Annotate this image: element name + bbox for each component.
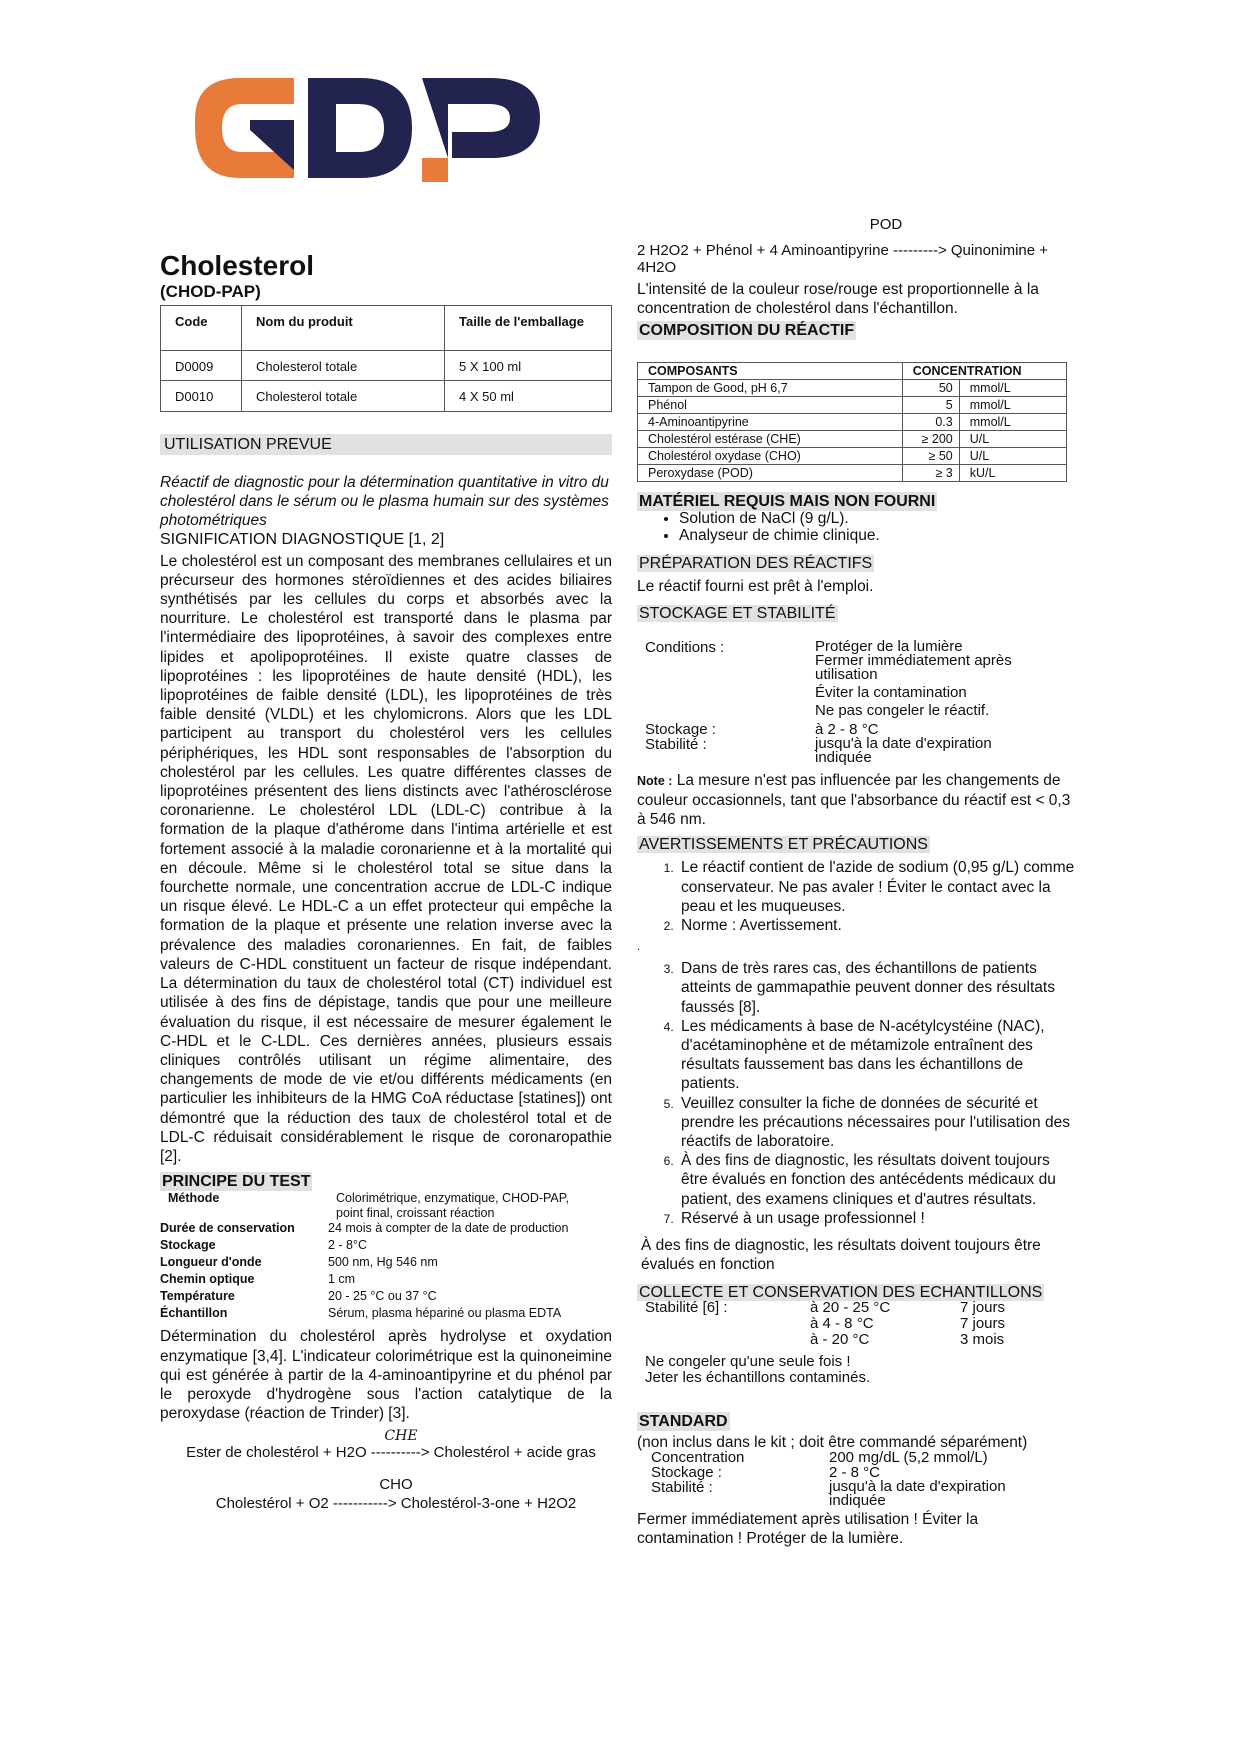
equation-3: 2 H2O2 + Phénol + 4 Aminoantipyrine ---------> Quinonimine + 4H2O xyxy=(637,242,1049,277)
stray-dot: . xyxy=(637,941,641,954)
collection-label: Stabilité [6] : xyxy=(645,1298,728,1316)
component-unit: mmol/L xyxy=(959,413,1066,430)
collection-note: Jeter les échantillons contaminés. xyxy=(645,1368,871,1386)
significance-heading: SIGNIFICATION DIAGNOSTIQUE [1, 2] xyxy=(160,531,445,549)
warnings-heading: AVERTISSEMENTS ET PRÉCAUTIONS xyxy=(639,836,928,854)
equation-1 xyxy=(160,1429,612,1462)
stockage-value: à 2 - 8 °C xyxy=(815,720,879,738)
collection-heading: COLLECTE ET CONSERVATION DES ECHANTILLONS xyxy=(639,1283,1043,1301)
table-row xyxy=(638,447,1067,464)
temperature-key: Température xyxy=(160,1289,235,1304)
component-name: Cholestérol estérase (CHE) xyxy=(638,430,903,447)
storage-table xyxy=(637,637,1075,766)
list-item: 1. Le réactif contient de l'azide de sodium (0,95 g/L) comme conservateur. Ne pas avaler ! Éviter le contact avec la peau et les muqueuses. xyxy=(677,858,1075,916)
component-name: 4-Aminoantipyrine xyxy=(638,413,903,430)
standard-value: 200 mg/dL (5,2 mmol/L) xyxy=(829,1449,988,1467)
collection-table xyxy=(637,1300,1075,1386)
component-name: Cholestérol oxydase (CHO) xyxy=(638,447,903,464)
condition-item: Éviter la contamination xyxy=(815,683,967,701)
list-item: • Solution de NaCl (9 g/L). xyxy=(679,511,1075,528)
usage-text: Réactif de diagnostic pour la détermination quantitative in vitro du cholestérol dans le sérum ou le plasma humain sur des systèmes photométriques xyxy=(160,473,609,530)
component-unit: mmol/L xyxy=(959,396,1066,413)
equation-note: L'intensité de la couleur rose/rouge est proportionnelle à la concentration de cholestérol dans l'échantillon. xyxy=(637,281,1039,318)
enzyme-cho: CHO xyxy=(379,1475,413,1493)
temperature-value: 20 - 25 °C ou 37 °C xyxy=(328,1289,437,1304)
enzyme-che: CHE xyxy=(384,1428,418,1445)
product-title: Cholesterol xyxy=(160,250,315,281)
component-unit: mmol/L xyxy=(959,379,1066,396)
warnings-footer: À des fins de diagnostic, les résultats doivent toujours être évalués en fonction xyxy=(641,1237,1041,1274)
stockage-label: Stockage : xyxy=(645,720,716,738)
storage-heading: STOCKAGE ET STABILITÉ xyxy=(639,605,836,623)
table-row xyxy=(161,381,612,411)
col-name: Nom du produit xyxy=(242,306,445,351)
standard-key: Stockage : xyxy=(651,1464,722,1482)
standard-key: Concentration xyxy=(651,1449,745,1467)
preparation-heading: PRÉPARATION DES RÉACTIFS xyxy=(639,555,873,573)
wavelength-value: 500 nm, Hg 546 nm xyxy=(328,1255,438,1270)
list-item: 7. Réservé à un usage professionnel ! xyxy=(677,1209,1075,1228)
component-value: 50 xyxy=(902,379,959,396)
component-value: 0.3 xyxy=(902,413,959,430)
product-code: D0009 xyxy=(161,351,242,381)
principle-section xyxy=(160,1172,612,1191)
product-code: D0010 xyxy=(161,381,242,411)
optical-path-value: 1 cm xyxy=(328,1272,356,1287)
shelf-life-key: Durée de conservation xyxy=(160,1221,295,1236)
table-row xyxy=(638,430,1067,447)
component-unit: U/L xyxy=(959,430,1066,447)
method-value: Colorimétrique, enzymatique, CHOD-PAP, point final, croissant réaction xyxy=(336,1191,569,1221)
materials-list xyxy=(637,511,1075,544)
condition-item: Fermer immédiatement après utilisation xyxy=(815,651,1012,683)
conditions-label: Conditions : xyxy=(645,638,725,656)
stabilite-label: Stabilité : xyxy=(645,735,707,753)
collection-note: Ne congeler qu'une seule fois ! xyxy=(645,1352,851,1370)
standard-key: Stabilité : xyxy=(651,1479,713,1497)
table-row xyxy=(638,464,1067,481)
method-table xyxy=(160,1191,612,1321)
component-value: ≥ 200 xyxy=(902,430,959,447)
list-item: 5. Veuillez consulter la fiche de données de sécurité et prendre les précautions nécessaires pour l'utilisation des réactifs de laboratoire. xyxy=(677,1094,1075,1152)
component-unit: U/L xyxy=(959,447,1066,464)
standard-intro: (non inclus dans le kit ; doit être commandé séparément) xyxy=(637,1433,1028,1451)
table-row xyxy=(638,396,1067,413)
standard-footer: Fermer immédiatement après utilisation ! Éviter la contamination ! Protéger de la lumière. xyxy=(637,1511,979,1548)
standard-table xyxy=(637,1450,1075,1508)
standard-value: jusqu'à la date d'expiration indiquée xyxy=(829,1478,1006,1510)
composition-table xyxy=(637,362,1067,482)
list-item: 4. Les médicaments à base de N-acétylcystéine (NAC), d'acétaminophène et de métamizole entraînent des résultats faussement bas dans les échantillons de patients. xyxy=(677,1017,1075,1094)
table-row xyxy=(638,379,1067,396)
component-name: Tampon de Good, pH 6,7 xyxy=(638,379,903,396)
condition-item: Ne pas congeler le réactif. xyxy=(815,701,990,719)
component-value: ≥ 50 xyxy=(902,447,959,464)
table-row xyxy=(638,413,1067,430)
col-size: Taille de l'emballage xyxy=(445,306,612,351)
principle-heading: PRINCIPE DU TEST xyxy=(162,1173,311,1191)
product-name: Cholesterol totale xyxy=(242,351,445,381)
right-column xyxy=(637,215,1075,1549)
optical-path-key: Chemin optique xyxy=(160,1272,255,1287)
collection-temp: à - 20 °C xyxy=(810,1330,870,1348)
principle-text: Détermination du cholestérol après hydrolyse et oxydation enzymatique [3,4]. L'indicateur colorimétrique est la quinoneimine qui est générée à partir de la 4-aminoantipyrine et du phénol par le peroxyde d'hydrogène sous l'action catalytique de la peroxydase (réaction de Trinder) [3]. xyxy=(160,1328,612,1423)
standard-heading: STANDARD xyxy=(639,1412,728,1430)
component-unit: kU/L xyxy=(959,464,1066,481)
warnings-list xyxy=(637,858,1075,935)
table-row xyxy=(161,351,612,381)
component-name: Phénol xyxy=(638,396,903,413)
storage-key: Stockage xyxy=(160,1238,216,1253)
equation-1-text: Ester de cholestérol + H2O ----------> Cholestérol + acide gras xyxy=(186,1444,596,1462)
standard-value: 2 - 8 °C xyxy=(829,1464,881,1482)
equation-2 xyxy=(160,1475,612,1513)
product-size: 5 X 100 ml xyxy=(445,351,612,381)
collection-duration: 3 mois xyxy=(960,1330,1005,1348)
component-name: Peroxydase (POD) xyxy=(638,464,903,481)
note-label: Note : xyxy=(637,773,673,788)
product-table-header xyxy=(161,306,612,351)
list-item: • Analyseur de chimie clinique. xyxy=(679,528,1075,545)
preparation-text: Le réactif fourni est prêt à l'emploi. xyxy=(637,578,874,596)
gdp-logo xyxy=(190,70,550,188)
collection-temp: à 4 - 8 °C xyxy=(810,1314,874,1332)
shelf-life-value: 24 mois à compter de la date de production xyxy=(328,1221,569,1236)
materials-heading: MATÉRIEL REQUIS MAIS NON FOURNI xyxy=(639,492,936,510)
enzyme-pod: POD xyxy=(869,216,903,233)
component-value: 5 xyxy=(902,396,959,413)
significance-text: Le cholestérol est un composant des membranes cellulaires et un précurseur des hormones stéroïdiennes et des acides biliaires synthétisés par les cellules du corps et absorbés avec la nourriture. Le cholestérol est transporté dans le plasma par l'intermédiaire des lipoprotéines, à savoir des complexes entre lipides et apolipoprotéines. Il existe quatre classes de lipoprotéines : les lipoprotéines de haute densité (HDL), les lipoprotéines de faible densité (LDL), les lipoprotéines de très faible densité (VLDL) et les chylomicrons. Alors que les LDL participent au transport du cholestérol vers les cellules périphériques, les HDL sont responsables de l'absorption du cholestérol par les cellules. Les quatre différentes classes de lipoprotéines présentent des liens distincts avec l'athérosclérose coronarienne. Le cholestérol LDL (LDL-C) contribue à la formation de la plaque d'athérome dans l'intima artérielle et est fortement associé à la maladie coronarienne et à la mortalité qui en découle. Même si le cholestérol total se situe dans la fourchette normale, une concentration accrue de LDL-C indique un risque élevé. Le HDL-C a un effet protecteur qui empêche la formation de la plaque et présente une relation inverse avec la prévalence des maladies coronariennes. En fait, de faibles valeurs de C-HDL constituent un facteur de risque indépendant. La détermination du taux de cholestérol total (CT) individuel est utilisée à des fins de dépistage, tandis que pour une meilleure évaluation du risque, il est nécessaire de mesurer également le C-HDL et le C-LDL. Ces dernières années, plusieurs essais cliniques contrôlés utilisant un régime alimentaire, des changements de mode de vie et/ou différents médicaments (en particulier les inhibiteurs de la HMG CoA réductase [statines]) ont démontré que la réduction des taux de cholestérol total et de LDL-C réduisait considérablement le risque de coronaropathie [2]. xyxy=(160,552,612,1165)
col-concentration: CONCENTRATION xyxy=(902,362,1066,379)
list-item: 2. Norme : Avertissement. xyxy=(677,916,1075,935)
collection-temp: à 20 - 25 °C xyxy=(810,1298,891,1316)
component-value: ≥ 3 xyxy=(902,464,959,481)
left-column xyxy=(160,250,612,1513)
col-code: Code xyxy=(161,306,242,351)
product-subtitle: (CHOD-PAP) xyxy=(160,282,261,301)
product-table xyxy=(160,305,612,411)
storage-value: 2 - 8°C xyxy=(328,1238,368,1253)
list-item: 6. À des fins de diagnostic, les résultats doivent toujours être évalués en fonction des antécédents médicaux du patient, des examens cliniques et d'autres résultats. xyxy=(677,1151,1075,1209)
stabilite-value: jusqu'à la date d'expiration indiquée xyxy=(815,734,992,766)
note-text: La mesure n'est pas influencée par les changements de couleur occasionnels, tant que l'absorbance du réactif est < 0,3 à 546 nm. xyxy=(637,771,1071,829)
composition-heading: COMPOSITION DU RÉACTIF xyxy=(639,321,855,339)
sample-value: Sérum, plasma hépariné ou plasma EDTA xyxy=(328,1306,562,1321)
equation-2-text: Cholestérol + O2 -----------> Cholestérol-3-one + H2O2 xyxy=(215,1494,577,1512)
collection-duration: 7 jours xyxy=(960,1314,1006,1332)
product-size: 4 X 50 ml xyxy=(445,381,612,411)
sample-key: Échantillon xyxy=(160,1306,228,1321)
logo-graphic xyxy=(190,70,550,188)
wavelength-key: Longueur d'onde xyxy=(160,1255,262,1270)
collection-duration: 7 jours xyxy=(960,1298,1006,1316)
method-key: Méthode xyxy=(168,1191,220,1206)
col-components: COMPOSANTS xyxy=(638,362,903,379)
product-name: Cholesterol totale xyxy=(242,381,445,411)
conditions-values xyxy=(815,637,1075,719)
usage-heading: UTILISATION PREVUE xyxy=(160,434,612,455)
list-item: 3. Dans de très rares cas, des échantillons de patients atteints de gammapathie peuvent donner des résultats faussés [8]. xyxy=(677,959,1075,1017)
condition-item: Protéger de la lumière xyxy=(815,637,963,655)
storage-note xyxy=(637,771,1075,830)
warnings-list-cont xyxy=(637,959,1075,1228)
